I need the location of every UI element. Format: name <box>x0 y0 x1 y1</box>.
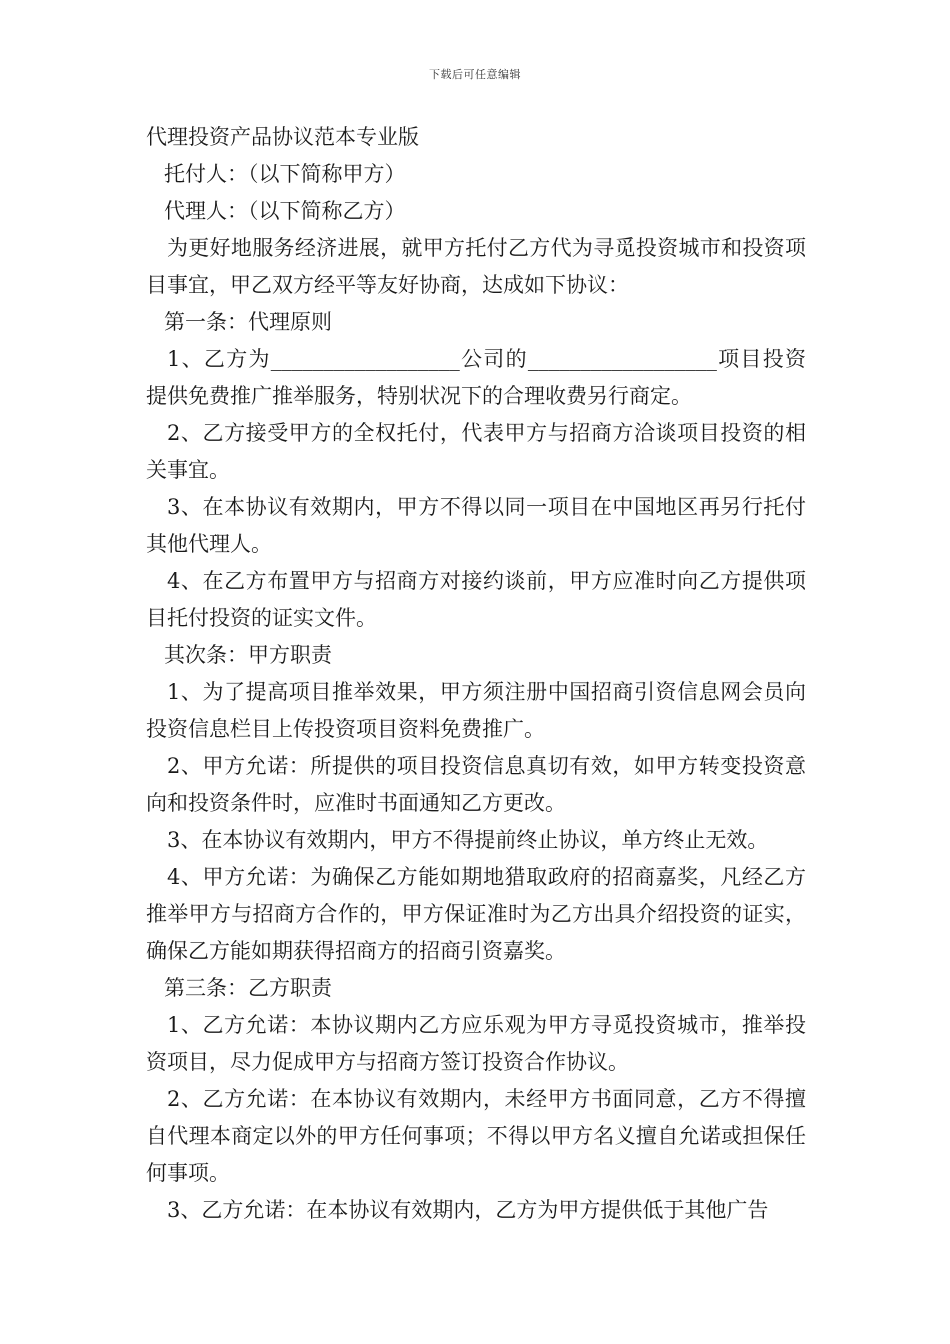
document-body <box>146 119 806 1229</box>
article-1-title: 第一条：代理原则 <box>164 310 332 334</box>
article-1-clause-4: 4、在乙方布置甲方与招商方对接约谈前，甲方应准时向乙方提供项目托付投资的证实文件。 <box>146 569 806 630</box>
article-3-clause-2: 2、乙方允诺：在本协议有效期内，未经甲方书面同意，乙方不得擅自代理本商定以外的甲方任何事项；不得以甲方名义擅自允诺或担保任何事项。 <box>146 1087 806 1185</box>
article-1-clause-3: 3、在本协议有效期内，甲方不得以同一项目在中国地区再另行托付其他代理人。 <box>146 495 806 556</box>
agent-line: 代理人：（以下简称乙方） <box>164 199 406 223</box>
article-3-clause-3: 3、乙方允诺：在本协议有效期内，乙方为甲方提供低于其他广告 <box>167 1198 769 1222</box>
article-1-clause-1: 1、乙方为__________________公司的__________________项目投资提供免费推广推举服务，特别状况下的合理收费另行商定。 <box>146 347 806 408</box>
principal-line: 托付人：（以下简称甲方） <box>164 162 406 186</box>
article-2-clause-1: 1、为了提高项目推举效果，甲方须注册中国招商引资信息网会员向投资信息栏目上传投资项目资料免费推广。 <box>146 680 806 741</box>
article-2-clause-2: 2、甲方允诺：所提供的项目投资信息真切有效，如甲方转变投资意向和投资条件时，应准时书面通知乙方更改。 <box>146 754 806 815</box>
article-2-clause-4: 4、甲方允诺：为确保乙方能如期地猎取政府的招商嘉奖，凡经乙方推举甲方与招商方合作的，甲方保证准时为乙方出具介绍投资的证实，确保乙方能如期获得招商方的招商引资嘉奖。 <box>146 865 806 963</box>
article-1-clause-2: 2、乙方接受甲方的全权托付，代表甲方与招商方洽谈项目投资的相关事宜。 <box>146 421 806 482</box>
intro-paragraph: 为更好地服务经济进展，就甲方托付乙方代为寻觅投资城市和投资项目事宜，甲乙双方经平等友好协商，达成如下协议： <box>146 236 806 297</box>
document-title: 代理投资产品协议范本专业版 <box>146 125 419 149</box>
article-3-title: 第三条：乙方职责 <box>164 976 332 1000</box>
page-header: 下载后可任意编辑 <box>429 68 521 81</box>
article-3-clause-1: 1、乙方允诺：本协议期内乙方应乐观为甲方寻觅投资城市，推举投资项目，尽力促成甲方与招商方签订投资合作协议。 <box>146 1013 806 1074</box>
article-2-title: 其次条：甲方职责 <box>164 643 332 667</box>
article-2-clause-3: 3、在本协议有效期内，甲方不得提前终止协议，单方终止无效。 <box>167 828 769 852</box>
